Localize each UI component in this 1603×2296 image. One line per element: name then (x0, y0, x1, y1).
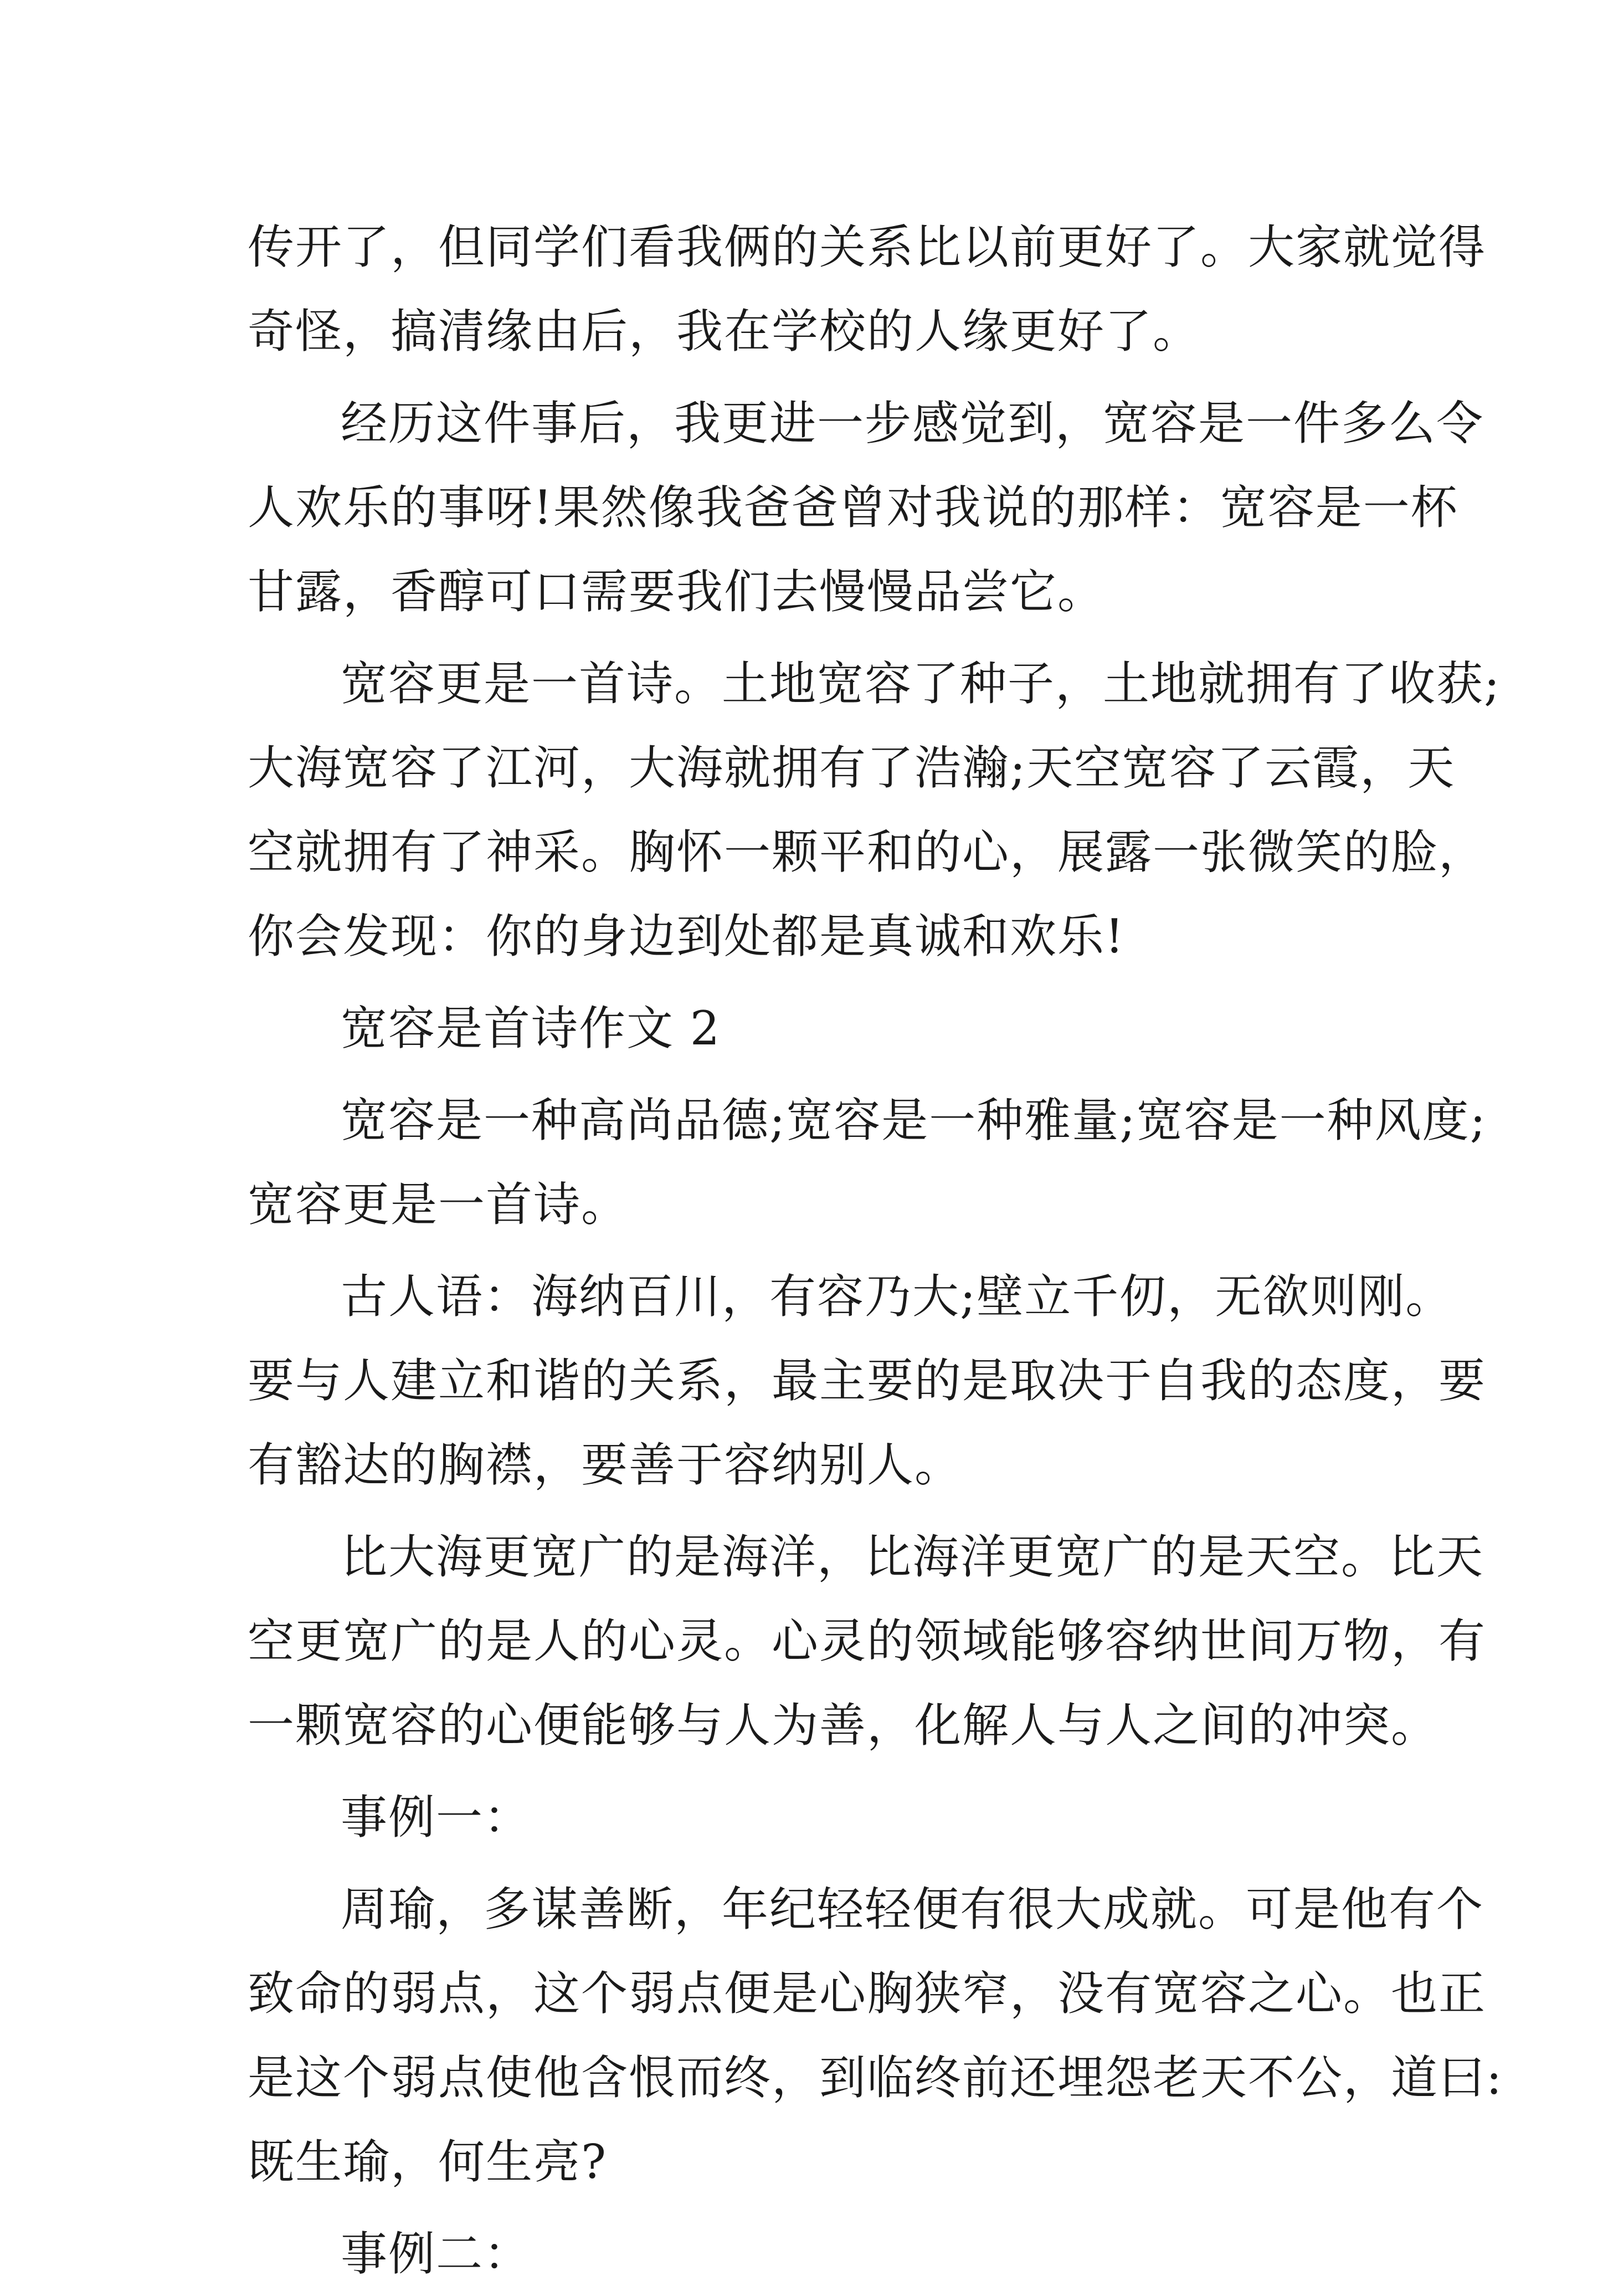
text-line: 人欢乐的事呀!果然像我爸爸曾对我说的那样：宽容是一杯 (248, 480, 1458, 535)
text-line: 传开了，但同学们看我俩的关系比以前更好了。大家就觉得 (248, 220, 1487, 274)
text-line: 是这个弱点使他含恨而终，到临终前还埋怨老天不公，道曰: (248, 2051, 1503, 2105)
text-line: 空就拥有了神采。胸怀一颗平和的心，展露一张微笑的脸， (248, 825, 1487, 879)
text-line: 空更宽广的是人的心灵。心灵的领域能够容纳世间万物，有 (248, 1614, 1487, 1668)
text-line: 甘露，香醇可口需要我们去慢慢品尝它。 (248, 565, 1106, 619)
text-line: 致命的弱点，这个弱点便是心胸狭窄，没有宽容之心。也正 (248, 1966, 1487, 2021)
paragraph-start-line: 宽容更是一首诗。土地宽容了种子，土地就拥有了收获; (341, 657, 1501, 711)
essay-body (248, 205, 1503, 2296)
text-line: 既生瑜，何生亮? (248, 2135, 608, 2189)
text-line: 要与人建立和谐的关系，最主要的是取决于自我的态度，要 (248, 1354, 1487, 1408)
paragraph-start-line: 经历这件事后，我更进一步感觉到，宽容是一件多么令 (341, 396, 1484, 450)
text-line: 宽容更是一首诗。 (248, 1177, 629, 1232)
paragraph-start-line: 宽容是一种高尚品德;宽容是一种雅量;宽容是一种风度; (341, 1093, 1487, 1147)
example-heading: 事例二： (341, 2227, 532, 2281)
text-line: 奇怪，搞清缘由后，我在学校的人缘更好了。 (248, 304, 1201, 358)
section-title: 宽容是首诗作文 2 (341, 1001, 721, 1055)
text-line: 一颗宽容的心便能够与人为善，化解人与人之间的冲突。 (248, 1698, 1439, 1752)
paragraph-start-line: 古人语：海纳百川，有容乃大;壁立千仞，无欲则刚。 (341, 1269, 1453, 1324)
paragraph-start-line: 比大海更宽广的是海洋，比海洋更宽广的是天空。比天 (341, 1530, 1484, 1584)
text-line: 有豁达的胸襟，要善于容纳别人。 (248, 1438, 963, 1492)
paragraph-start-line: 周瑜，多谋善断，年纪轻轻便有很大成就。可是他有个 (341, 1882, 1484, 1936)
example-heading: 事例一： (341, 1790, 532, 1844)
text-line: 大海宽容了江河，大海就拥有了浩瀚;天空宽容了云霞，天 (248, 741, 1456, 795)
text-line: 你会发现：你的身边到处都是真诚和欢乐! (248, 909, 1125, 964)
